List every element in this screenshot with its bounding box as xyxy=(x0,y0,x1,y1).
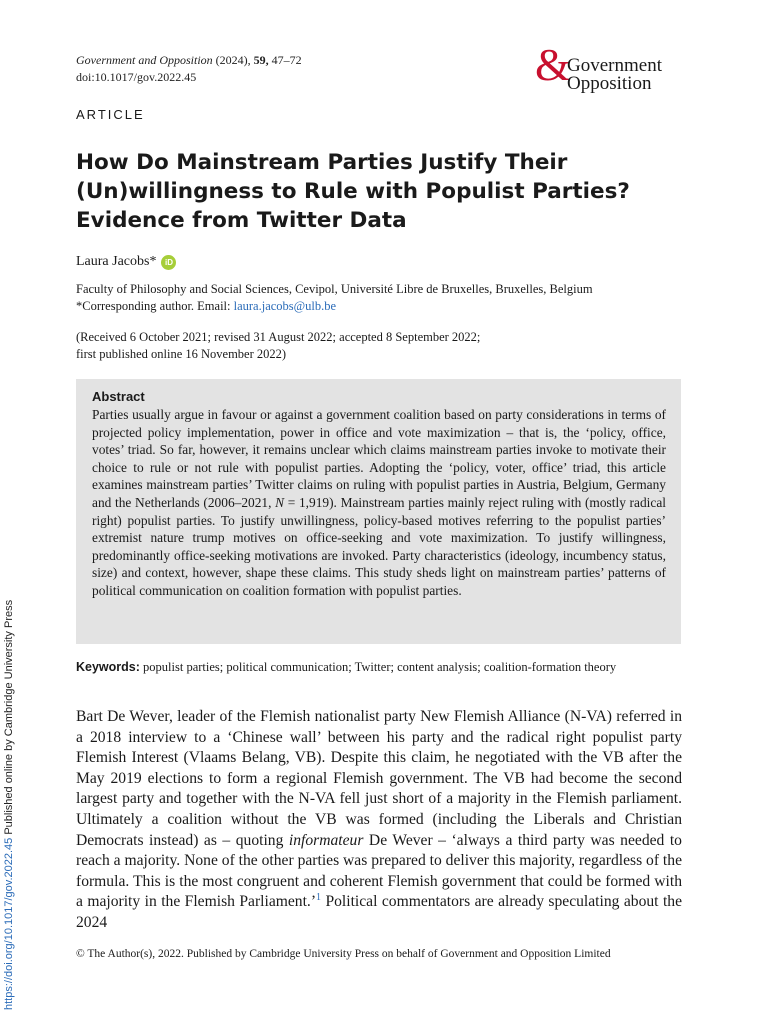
journal-citation xyxy=(76,52,302,86)
abstract-text xyxy=(92,406,666,600)
body-text-part-1: Bart De Wever, leader of the Flemish nationalist party New Flemish Alliance (N-VA) referred in a 2018 interview to a ‘Chinese wall’ between his party and the radical right populist party Flemish Interest (Vlaams Belang, VB). Despite this claim, he negotiated with the VB after the May 2019 elections to form a regional Flemish government. The VB had become the second largest party and together with the N-VA fell just short of a majority in the Flemish parliament. Ultimately a coalition without the VB was formed (including the Liberals and Christian Democrats instead) as – quoting xyxy=(76,708,682,849)
article-type-label: ARTICLE xyxy=(76,107,145,122)
journal-volume: 59, xyxy=(253,53,269,67)
side-doi-link[interactable]: https://doi.org/10.1017/gov.2022.45 xyxy=(3,837,15,1010)
body-italic-term: informateur xyxy=(288,831,364,849)
affiliation-text: Faculty of Philosophy and Social Sciences, Cevipol, Université Libre de Bruxelles, Bruxelles, Belgium xyxy=(76,282,593,296)
journal-doi[interactable]: doi:10.1017/gov.2022.45 xyxy=(76,70,197,84)
author-line xyxy=(76,254,176,270)
received-dates xyxy=(76,329,480,363)
article-title xyxy=(76,148,696,235)
copyright-notice: © The Author(s), 2022. Published by Cambridge University Press on behalf of Government and Opposition Limited xyxy=(76,948,611,960)
title-line-2: (Un)willingness to Rule with Populist Parties? xyxy=(76,179,630,204)
keywords-text: populist parties; political communication; Twitter; content analysis; coalition-formation theory xyxy=(139,660,617,674)
logo-word-opposition: Opposition xyxy=(567,73,652,94)
logo-word-government: Government xyxy=(567,55,662,76)
title-line-1: How Do Mainstream Parties Justify Their xyxy=(76,150,568,175)
side-doi-notice xyxy=(3,600,15,1010)
abstract-box xyxy=(76,379,681,644)
keywords-line xyxy=(76,660,696,675)
abstract-text-part-1: Parties usually argue in favour or against a government coalition based on party considerations in terms of projected policy implementation, power in office and vote maximization – that is, the ‘policy, office, votes’ triad. So far, however, it remains unclear which claims mainstream parties invoke to motivate their choice to rule or not rule with populist parties. Adopting the ‘policy, voter, office’ triad, this article examines mainstream parties’ Twitter claims on ruling with populist parties in Austria, Belgium, Germany and the Netherlands (2006–2021, xyxy=(92,407,666,510)
body-text-part-3: Political commentators are already speculating about the 2024 xyxy=(76,893,683,931)
journal-logo xyxy=(535,39,695,98)
orcid-icon[interactable]: iD xyxy=(161,255,176,270)
title-line-3: Evidence from Twitter Data xyxy=(76,208,407,233)
affiliation-block xyxy=(76,281,593,315)
abstract-heading: Abstract xyxy=(92,389,145,404)
body-paragraph xyxy=(76,707,682,934)
journal-year: (2024), xyxy=(215,53,251,67)
side-published-text: Published online by Cambridge University Press xyxy=(3,599,15,838)
author-email-link[interactable]: laura.jacobs@ulb.be xyxy=(233,299,337,313)
received-line-2: first published online 16 November 2022) xyxy=(76,347,287,361)
keywords-label: Keywords: xyxy=(76,660,140,674)
abstract-n-symbol: N xyxy=(275,494,285,510)
journal-name: Government and Opposition xyxy=(76,53,213,67)
body-text-part-2: De Wever – ‘always a third party was needed to reach a majority. None of the other parties was prepared to deliver this majority, regardless of the formula. This is the most congruent and coherent Flemish government that could be formed with a majority in the Flemish Parliament.’ xyxy=(76,831,682,911)
logo-ampersand: & xyxy=(535,39,571,90)
abstract-text-part-2: = 1,919). Mainstream parties mainly reject ruling with (mostly radical right) populist parties. To justify unwillingness, policy-based motives referring to the populist parties’ extremist nature trump motives on office-seeking and vote maximization. To justify willingness, predominantly office-seeking motivations are invoked. Party characteristics (ideology, incumbency status, size) and context, however, shape these claims. This study sheds light on mainstream parties’ patterns of political communication on coalition formation with populist parties. xyxy=(92,494,666,598)
received-line-1: (Received 6 October 2021; revised 31 August 2022; accepted 8 September 2022; xyxy=(76,330,481,344)
footnote-link[interactable]: 1 xyxy=(316,892,322,904)
corresponding-label: *Corresponding author. Email: xyxy=(76,299,234,313)
journal-pages: 47–72 xyxy=(271,53,302,67)
author-name: Laura Jacobs* xyxy=(76,254,157,269)
